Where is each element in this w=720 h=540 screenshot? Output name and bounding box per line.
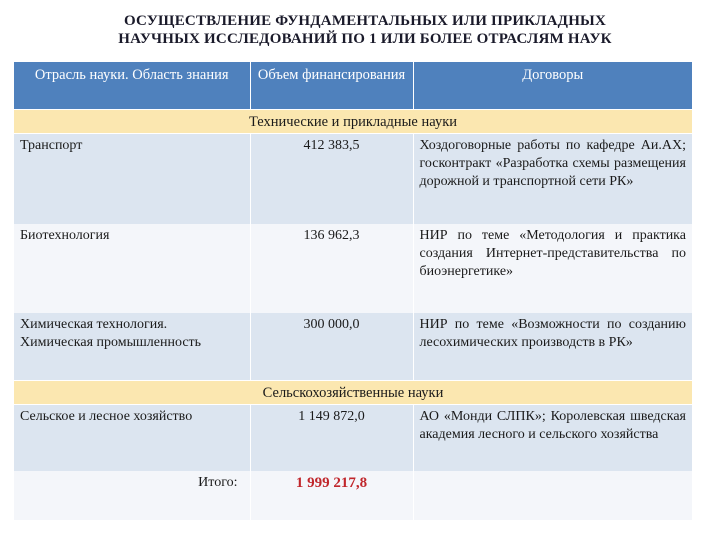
header-contracts: Договоры — [413, 62, 692, 110]
field-cell: Биотехнология — [14, 224, 250, 313]
total-label: Итого: — [14, 471, 250, 520]
contract-cell: НИР по теме «Возможности по созданию лесохимических производств в РК» — [413, 313, 692, 381]
table-row — [14, 134, 692, 224]
title-line-2: НАУЧНЫХ ИССЛЕДОВАНИЙ ПО 1 ИЛИ БОЛЕЕ ОТРАСЛЯМ НАУК — [118, 31, 612, 47]
contract-cell: АО «Монди СЛПК»; Королевская шведская академия лесного и сельского хозяйства — [413, 405, 692, 471]
contract-cell: Хоздоговорные работы по кафедре Аи.АХ; госконтракт «Разработка схемы размещения дорожной и транспортной сети РК» — [413, 134, 692, 224]
total-value: 1 999 217,8 — [250, 471, 413, 520]
table-row — [14, 405, 692, 471]
contract-cell: НИР по теме «Методология и практика создания Интернет-представительства по биоэнергетике» — [413, 224, 692, 313]
table-row — [14, 224, 692, 313]
table-header-row — [14, 62, 692, 110]
funding-table — [14, 62, 692, 520]
page-title — [40, 12, 690, 48]
section-row-agricultural — [14, 381, 692, 405]
total-row — [14, 471, 692, 520]
field-cell: Транспорт — [14, 134, 250, 224]
amount-cell: 300 000,0 — [250, 313, 413, 381]
total-contract-cell — [413, 471, 692, 520]
field-cell: Сельское и лесное хозяйство — [14, 405, 250, 471]
amount-cell: 412 383,5 — [250, 134, 413, 224]
title-line-1: ОСУЩЕСТВЛЕНИЕ ФУНДАМЕНТАЛЬНЫХ ИЛИ ПРИКЛАДНЫХ — [123, 13, 607, 29]
table-row — [14, 313, 692, 381]
header-field: Отрасль науки. Область знания — [14, 62, 250, 110]
section-title: Сельскохозяйственные науки — [14, 381, 692, 405]
section-row-technical — [14, 110, 692, 134]
section-title: Технические и прикладные науки — [14, 110, 692, 134]
field-cell: Химическая технология. Химическая промышленность — [14, 313, 250, 381]
header-amount: Объем финансирования — [250, 62, 413, 110]
amount-cell: 1 149 872,0 — [250, 405, 413, 471]
amount-cell: 136 962,3 — [250, 224, 413, 313]
